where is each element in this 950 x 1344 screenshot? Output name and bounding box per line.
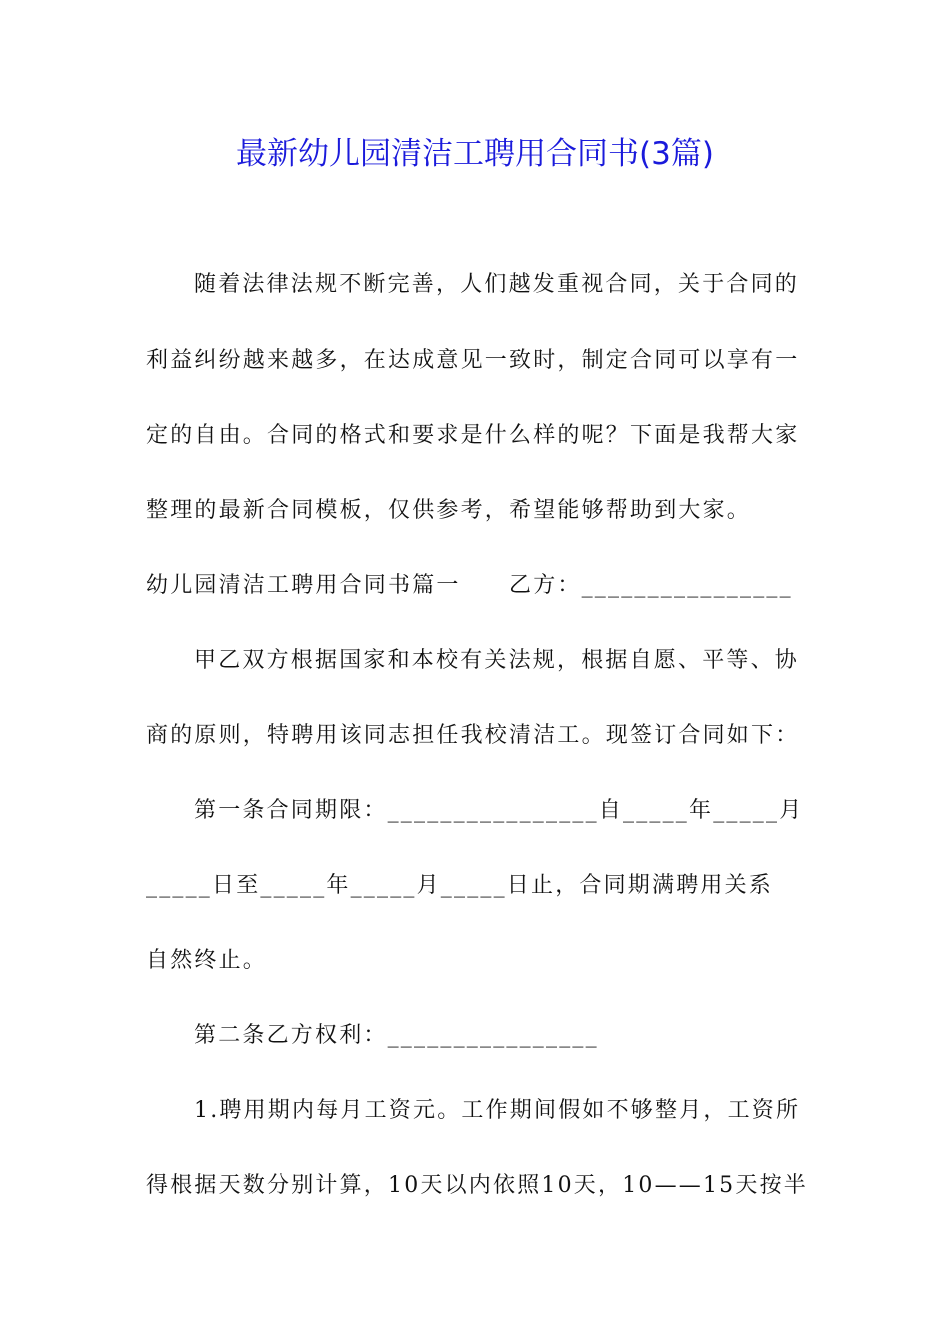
clause-line: 第一条合同期限：________________自_____年_____月 [194, 798, 804, 823]
clause-line: _____日至_____年_____月_____日止，合同期满聘用关系 [146, 873, 774, 898]
document-title: 最新幼儿园清洁工聘用合同书(3篇) [236, 136, 714, 172]
paragraph-line: 整理的最新合同模板，仅供参考，希望能够帮助到大家。 [146, 498, 752, 523]
clause-line: 自然终止。 [146, 948, 268, 973]
clause-line: 得根据天数分别计算，10天以内依照10天，10——15天按半 [146, 1173, 808, 1198]
paragraph-line: 定的自由。合同的格式和要求是什么样的呢？下面是我帮大家 [146, 423, 800, 448]
paragraph-line: 利益纠纷越来越多，在达成意见一致时，制定合同可以享有一 [146, 348, 800, 373]
section-heading-line: 幼儿园清洁工聘用合同书篇一 乙方：________________ [146, 573, 793, 598]
clause-line: 1.聘用期内每月工资元。工作期间假如不够整月，工资所 [194, 1098, 801, 1123]
paragraph-line: 商的原则，特聘用该同志担任我校清洁工。现签订合同如下： [146, 723, 800, 748]
paragraph-line: 随着法律法规不断完善，人们越发重视合同，关于合同的 [194, 272, 800, 297]
clause-line: 第二条乙方权利：________________ [194, 1023, 599, 1048]
paragraph-line: 甲乙双方根据国家和本校有关法规，根据自愿、平等、协 [194, 648, 800, 673]
